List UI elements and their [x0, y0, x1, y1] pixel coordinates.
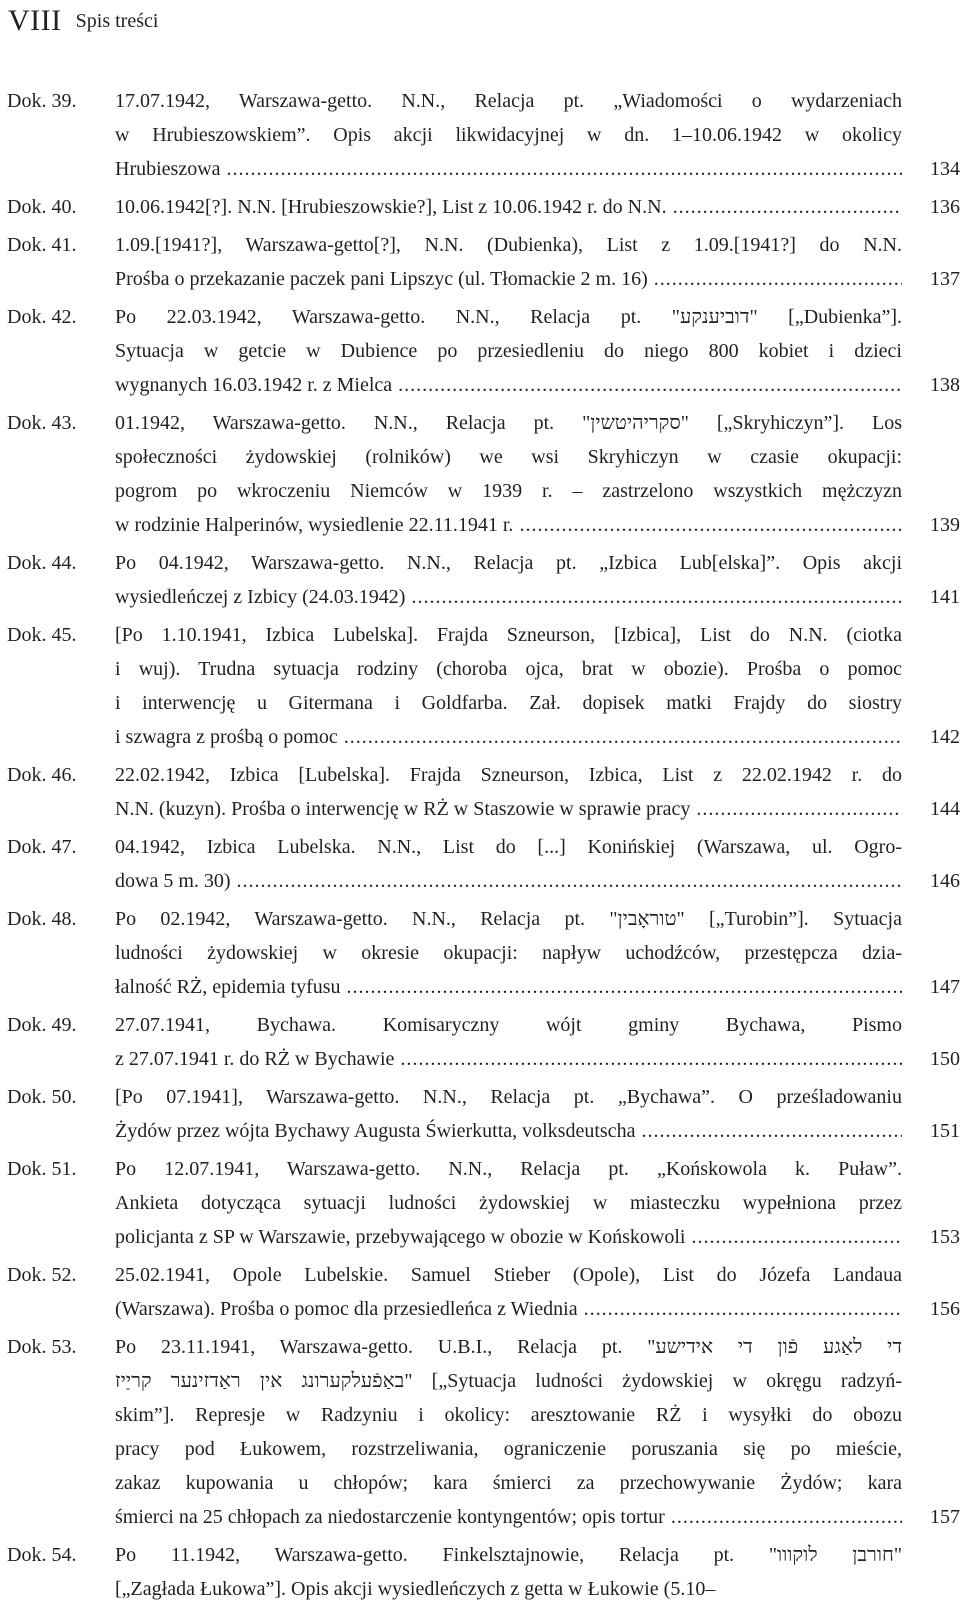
entry-line	[115, 830, 902, 864]
page-number: 134	[902, 152, 960, 186]
document-number: Dok. 39.	[7, 90, 77, 112]
leader-dots	[392, 374, 902, 396]
entry-line	[115, 1330, 902, 1364]
page-header	[8, 4, 158, 38]
entry-line	[115, 474, 902, 508]
entry-line-text: i wuj). Trudna sytuacja rodziny (choroba ojca, brat w obozie). Prośba o pomoc	[115, 658, 902, 680]
entry-line-text: Po 23.11.1941, Warszawa-getto. U.B.I., Relacja pt. "די לאַגע פֿון די אידישע	[115, 1336, 902, 1358]
toc-entry[interactable]	[0, 1258, 960, 1326]
entry-line	[115, 300, 902, 334]
entry-line-text: 10.06.1942[?]. N.N. [Hrubieszowskie?], List z 10.06.1942 r. do N.N.	[115, 196, 667, 218]
entry-line-text: 27.07.1941, Bychawa. Komisaryczny wójt gminy Bychawa, Pismo	[115, 1014, 902, 1036]
entry-line	[115, 1186, 902, 1220]
page-number: 137	[902, 262, 960, 296]
entry-line-text: dowa 5 m. 30)	[115, 870, 231, 892]
document-number: Dok. 45.	[7, 624, 77, 646]
entry-line	[115, 864, 902, 898]
page-number: 147	[902, 970, 960, 1004]
leader-dots	[635, 1120, 902, 1142]
entry-line	[115, 758, 902, 792]
entry-line	[115, 406, 902, 440]
page-number: 142	[902, 720, 960, 754]
entry-line	[115, 936, 902, 970]
entry-line-text: ludności żydowskiej w okresie okupacji: napływ uchodźców, przestępcza dzia-	[115, 942, 902, 964]
entry-description	[115, 406, 902, 542]
entry-line	[115, 228, 902, 262]
document-number: Dok. 41.	[7, 234, 77, 256]
document-number: Dok. 46.	[7, 764, 77, 786]
entry-line-text: zakaz kupowania u chłopów; kara śmierci za przechowywanie Żydów; kara	[115, 1472, 902, 1494]
entry-description	[115, 546, 902, 614]
entry-line	[115, 1500, 902, 1534]
document-number: Dok. 48.	[7, 908, 77, 930]
entry-line	[115, 1220, 902, 1254]
page-number: 144	[902, 792, 960, 826]
entry-line-text: śmierci na 25 chłopach za niedostarczenie kontyngentów; opis tortur	[115, 1506, 665, 1528]
leader-dots	[221, 158, 902, 180]
entry-line-text: i szwagra z prośbą o pomoc	[115, 726, 338, 748]
table-of-contents	[0, 84, 960, 1610]
leader-dots	[685, 1226, 902, 1248]
toc-entry[interactable]	[0, 758, 960, 826]
entry-line	[115, 1432, 902, 1466]
entry-line	[115, 262, 902, 296]
leader-dots	[690, 798, 902, 820]
entry-line-text: 25.02.1941, Opole Lubelskie. Samuel Stieber (Opole), List do Józefa Landaua	[115, 1264, 902, 1286]
toc-entry[interactable]	[0, 300, 960, 402]
entry-line	[115, 152, 902, 186]
page-number: 139	[902, 508, 960, 542]
entry-line	[115, 1398, 902, 1432]
page-number: 150	[902, 1042, 960, 1076]
entry-line-text: באַפֿעלקערונג אין ראַדזינער קריַיז" [„Sytuacja ludności żydowskiej w okręgu radzyń-	[115, 1370, 902, 1392]
page-number: 156	[902, 1292, 960, 1326]
entry-line-text: skim”]. Represje w Radzyniu i okolicy: aresztowanie RŻ i wysyłki do obozu	[115, 1404, 902, 1426]
entry-line	[115, 508, 902, 542]
document-number: Dok. 54.	[7, 1544, 77, 1566]
entry-line-text: Sytuacja w getcie w Dubience po przesiedleniu do niego 800 kobiet i dzieci	[115, 340, 902, 362]
entry-line-text: Prośba o przekazanie paczek pani Lipszyc (ul. Tłomackie 2 m. 16)	[115, 268, 648, 290]
entry-line-text: (Warszawa). Prośba o pomoc dla przesiedleńca z Wiednia	[115, 1298, 578, 1320]
entry-line-text: wygnanych 16.03.1942 r. z Mielca	[115, 374, 393, 396]
document-number: Dok. 50.	[7, 1086, 77, 1108]
toc-entry[interactable]	[0, 546, 960, 614]
toc-entry[interactable]	[0, 1330, 960, 1534]
entry-line	[115, 720, 902, 754]
entry-line-text: [Po 1.10.1941, Izbica Lubelska]. Frajda Szneurson, [Izbica], List do N.N. (ciotka	[115, 624, 902, 646]
page-number: 157	[902, 1500, 960, 1534]
entry-line	[115, 440, 902, 474]
entry-description	[115, 902, 902, 1004]
entry-line	[115, 1114, 902, 1148]
entry-line	[115, 792, 902, 826]
entry-description	[115, 1258, 902, 1326]
page-title: Spis treści	[75, 10, 159, 32]
entry-line-text: policjanta z SP w Warszawie, przebywającego w obozie w Końskowoli	[115, 1226, 686, 1248]
entry-line	[115, 118, 902, 152]
entry-line	[115, 1572, 902, 1606]
entry-line-text: z 27.07.1941 r. do RŻ w Bychawie	[115, 1048, 395, 1070]
entry-line	[115, 1080, 902, 1114]
leader-dots	[341, 976, 902, 998]
entry-line-text: pracy pod Łukowem, rozstrzeliwania, ograniczenie poruszania się po mieście,	[115, 1438, 902, 1460]
leader-dots	[338, 726, 902, 748]
entry-line-text: Żydów przez wójta Bychawy Augusta Świerkutta, volksdeutscha	[115, 1120, 636, 1142]
document-number: Dok. 52.	[7, 1264, 77, 1286]
entry-line-text: 04.1942, Izbica Lubelska. N.N., List do [...] Konińskiej (Warszawa, ul. Ogro-	[115, 836, 902, 858]
leader-dots	[578, 1298, 902, 1320]
toc-entry[interactable]	[0, 190, 960, 224]
entry-line-text: [„Zagłada Łukowa”]. Opis akcji wysiedleńczych z getta w Łukowie (5.10–	[115, 1578, 716, 1600]
entry-description	[115, 228, 902, 296]
entry-description	[115, 1080, 902, 1148]
entry-line-text: społeczności żydowskiej (rolników) we wsi Skryhiczyn w czasie okupacji:	[115, 446, 902, 468]
document-number: Dok. 51.	[7, 1158, 77, 1180]
toc-entry[interactable]	[0, 1152, 960, 1254]
entry-line	[115, 1292, 902, 1326]
entry-line-text: Po 22.03.1942, Warszawa-getto. N.N., Relacja pt. "דוביענקע" [„Dubienka”].	[115, 306, 902, 328]
entry-line	[115, 970, 902, 1004]
toc-entry[interactable]	[0, 1080, 960, 1148]
page-number: 138	[902, 368, 960, 402]
entry-description	[115, 300, 902, 402]
entry-line	[115, 546, 902, 580]
entry-line	[115, 1538, 902, 1572]
entry-line	[115, 84, 902, 118]
entry-line-text: Po 04.1942, Warszawa-getto. N.N., Relacja pt. „Izbica Lub[elska]”. Opis akcji	[115, 552, 902, 574]
entry-line-text: Po 11.1942, Warszawa-getto. Finkelsztajnowie, Relacja pt. "חורבן לוקווו"	[115, 1544, 902, 1566]
entry-line	[115, 1008, 902, 1042]
toc-entry[interactable]	[0, 228, 960, 296]
entry-line-text: 01.1942, Warszawa-getto. N.N., Relacja pt. "סקריהיטשין" [„Skryhiczyn”]. Los	[115, 412, 902, 434]
toc-entry[interactable]	[0, 1008, 960, 1076]
toc-entry[interactable]	[0, 84, 960, 186]
entry-line-text: wysiedleńczej z Izbicy (24.03.1942)	[115, 586, 406, 608]
entry-line-text: pogrom po wkroczeniu Niemców w 1939 r. – zastrzelono wszystkich mężczyzn	[115, 480, 902, 502]
document-number: Dok. 53.	[7, 1336, 77, 1358]
entry-description	[115, 1152, 902, 1254]
entry-line	[115, 190, 902, 224]
entry-line	[115, 686, 902, 720]
page-number: 151	[902, 1114, 960, 1148]
leader-dots	[394, 1048, 902, 1070]
entry-line-text: w Hrubieszowskiem”. Opis akcji likwidacyjnej w dn. 1–10.06.1942 w okolicy	[115, 124, 902, 146]
entry-line-text: Po 12.07.1941, Warszawa-getto. N.N., Relacja pt. „Końskowola k. Puław”.	[115, 1158, 902, 1180]
entry-line	[115, 652, 902, 686]
toc-entry[interactable]	[0, 1538, 960, 1606]
document-number: Dok. 40.	[7, 196, 77, 218]
toc-entry[interactable]	[0, 618, 960, 754]
document-number: Dok. 43.	[7, 412, 77, 434]
entry-line-text: 17.07.1942, Warszawa-getto. N.N., Relacja pt. „Wiadomości o wydarzeniach	[115, 90, 902, 112]
toc-entry[interactable]	[0, 406, 960, 542]
entry-line-text: w rodzinie Halperinów, wysiedlenie 22.11.1941 r.	[115, 514, 514, 536]
document-number: Dok. 47.	[7, 836, 77, 858]
entry-line-text: N.N. (kuzyn). Prośba o interwencję w RŻ w Staszowie w sprawie pracy	[115, 798, 691, 820]
entry-description	[115, 84, 902, 186]
entry-description	[115, 758, 902, 826]
leader-dots	[665, 1506, 902, 1528]
page-number: 136	[902, 190, 960, 224]
entry-description	[115, 618, 902, 754]
entry-line	[115, 1466, 902, 1500]
toc-entry[interactable]	[0, 902, 960, 1004]
page-number: 146	[902, 864, 960, 898]
entry-line	[115, 902, 902, 936]
entry-description	[115, 1538, 902, 1606]
entry-line-text: Hrubieszowa	[115, 158, 221, 180]
document-number: Dok. 42.	[7, 306, 77, 328]
leader-dots	[667, 196, 902, 218]
entry-line	[115, 580, 902, 614]
leader-dots	[648, 268, 902, 290]
entry-line	[115, 1042, 902, 1076]
leader-dots	[513, 514, 902, 536]
document-number: Dok. 44.	[7, 552, 77, 574]
leader-dots	[405, 586, 902, 608]
page-number-roman: VIII	[8, 4, 62, 37]
entry-line-text: łalność RŻ, epidemia tyfusu	[115, 976, 341, 998]
entry-description	[115, 190, 902, 224]
entry-line-text: Ankieta dotycząca sytuacji ludności żydowskiej w miasteczku wypełniona przez	[115, 1192, 902, 1214]
page-number: 153	[902, 1220, 960, 1254]
entry-description	[115, 1330, 902, 1534]
entry-line	[115, 618, 902, 652]
entry-description	[115, 1008, 902, 1076]
entry-line	[115, 1364, 902, 1398]
entry-line	[115, 1152, 902, 1186]
entry-line	[115, 334, 902, 368]
document-number: Dok. 49.	[7, 1014, 77, 1036]
entry-description	[115, 830, 902, 898]
entry-line-text: 22.02.1942, Izbica [Lubelska]. Frajda Szneurson, Izbica, List z 22.02.1942 r. do	[115, 764, 902, 786]
entry-line	[115, 1258, 902, 1292]
entry-line-text: Po 02.1942, Warszawa-getto. N.N., Relacja pt. "טוראָבין" [„Turobin”]. Sytuacja	[115, 908, 902, 930]
entry-line	[115, 368, 902, 402]
page-number: 141	[902, 580, 960, 614]
leader-dots	[231, 870, 902, 892]
toc-entry[interactable]	[0, 830, 960, 898]
entry-line-text: 1.09.[1941?], Warszawa-getto[?], N.N. (Dubienka), List z 1.09.[1941?] do N.N.	[115, 234, 902, 256]
entry-line-text: [Po 07.1941], Warszawa-getto. N.N., Relacja pt. „Bychawa”. O prześladowaniu	[115, 1086, 902, 1108]
entry-line-text: i interwencję u Gitermana i Goldfarba. Zał. dopisek matki Frajdy do siostry	[115, 692, 902, 714]
